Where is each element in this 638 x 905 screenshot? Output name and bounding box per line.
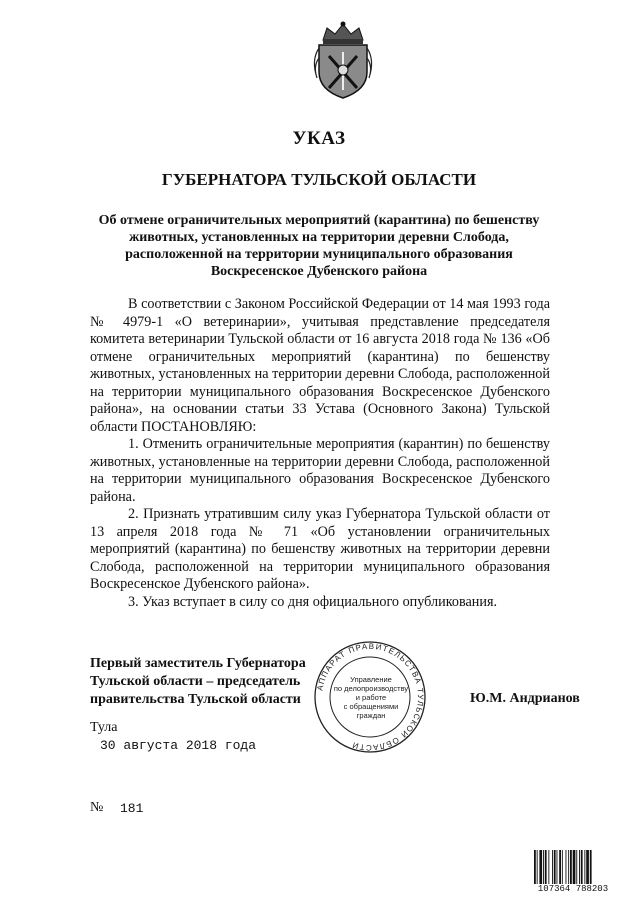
document-body <box>90 296 550 611</box>
signatory-name: Ю.М. Андрианов <box>470 691 580 706</box>
issue-place: Тула <box>90 720 118 735</box>
barcode-digits: 107364 788203 <box>537 884 609 894</box>
item-2-paragraph: 2. Признать утратившим силу указ Губернатора Тульской области от 13 апреля 2018 года № 71 «Об установлении ограничительных мероприятий (карантина) по бешенству животных на территории деревни Слобода, расположенной на территории муниципального образования Воскресенское Дубенского района». <box>90 506 550 592</box>
document-subtitle: ГУБЕРНАТОРА ТУЛЬСКОЙ ОБЛАСТИ <box>161 170 477 189</box>
issue-date: 30 августа 2018 года <box>100 738 257 753</box>
coat-of-arms-emblem <box>309 20 377 100</box>
barcode <box>533 850 613 884</box>
document-subject: Об отмене ограничительных мероприятий (карантина) по бешенству животных, установленных на территории деревни Слобода, расположенной на территории муниципального образования Воскресенское Дубенского района <box>98 213 540 279</box>
item-3-paragraph: 3. Указ вступает в силу со дня официального опубликования. <box>128 593 498 610</box>
stamp-center-text: Управление по делопроизводству и работе с обращениями граждан <box>333 675 409 720</box>
document-title: УКАЗ <box>292 128 346 149</box>
document-number: 181 <box>120 801 144 816</box>
preamble-paragraph: В соответствии с Законом Российской Федерации от 14 мая 1993 года № 4979-1 «О ветеринарии», учитывая представление председателя комитета ветеринарии Тульской области от 16 августа 2018 года № 136 «Об отмене ограничительных мероприятий (карантина) по бешенству животных, установленных на территории деревни Слобода, расположенной на территории муниципального образования Воскресенское Дубенского района», на основании статьи 33 Устава (Основного Закона) Тульской области ПОСТАНОВЛЯЮ: <box>90 296 550 435</box>
stamp-ring-text: АППАРАТ ПРАВИТЕЛЬСТВА ТУЛЬСКОЙ ОБЛАСТИ <box>315 641 426 753</box>
document-number-label: № <box>90 800 104 815</box>
signatory-position: Первый заместитель Губернатора Тульской области – председатель правительства Тульской области <box>90 656 306 707</box>
item-1-paragraph: 1. Отменить ограничительные мероприятия (карантин) по бешенству животных, установленные на территории деревни Слобода, расположенной на территории муниципального образования Воскресенское Дубенского района. <box>90 436 550 505</box>
